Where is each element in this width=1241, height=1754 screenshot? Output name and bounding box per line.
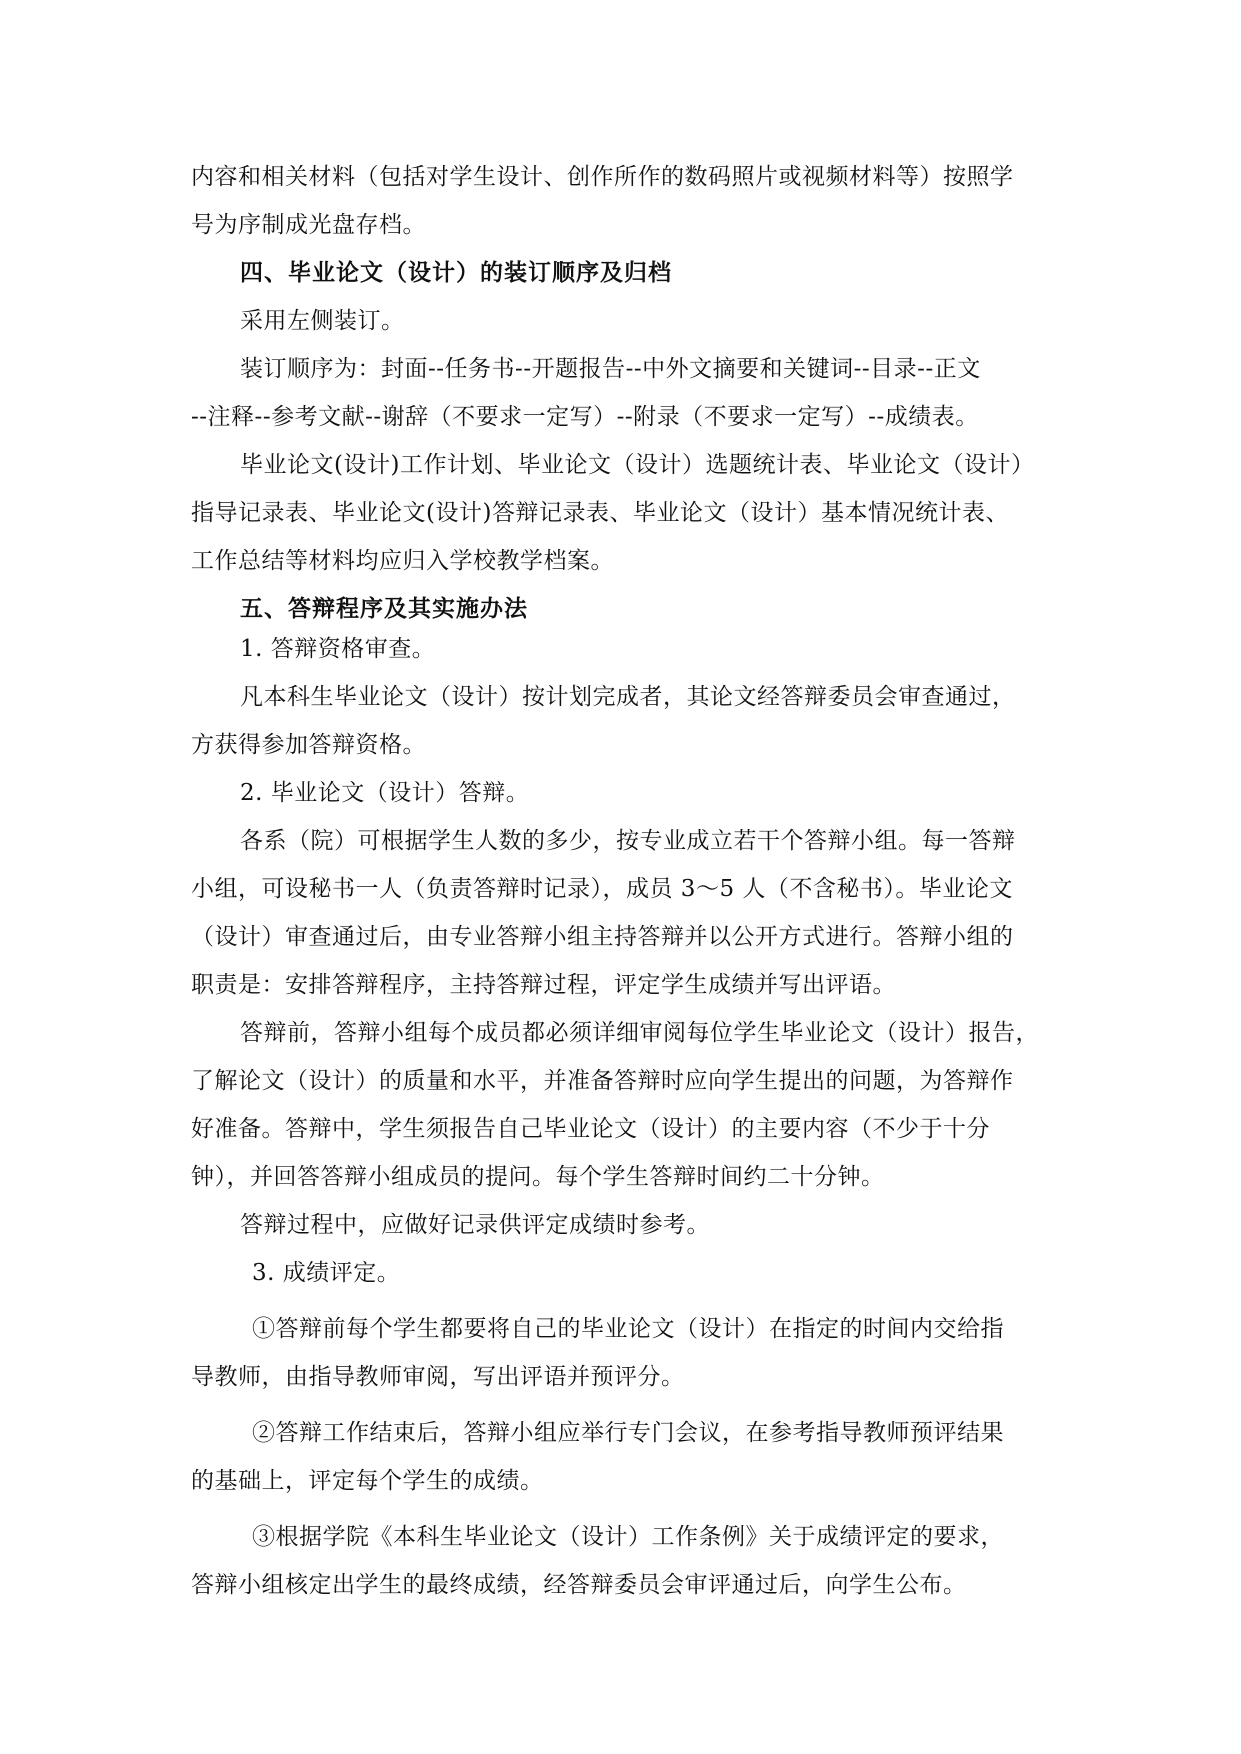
list-item-line: ②答辩工作结束后，答辩小组应举行专门会议，在参考指导教师预评结果	[252, 1420, 1004, 1446]
list-item-line: ①答辩前每个学生都要将自己的毕业论文（设计）在指定的时间内交给指	[252, 1316, 1004, 1342]
paragraph-line: 好准备。答辩中，学生须报告自己毕业论文（设计）的主要内容（不少于十分	[191, 1116, 990, 1142]
paragraph-line: --注释--参考文献--谢辞（不要求一定写）--附录（不要求一定写）--成绩表。	[191, 404, 979, 430]
subsection-heading: 3. 成绩评定。	[252, 1260, 401, 1286]
paragraph-line: 方获得参加答辩资格。	[191, 732, 426, 758]
list-item-line: 答辩小组核定出学生的最终成绩，经答辩委员会审评通过后，向学生公布。	[191, 1572, 967, 1598]
paragraph-line: 毕业论文(设计)工作计划、毕业论文（设计）选题统计表、毕业论文（设计）	[240, 452, 1035, 478]
paragraph-line: 答辩过程中，应做好记录供评定成绩时参考。	[240, 1212, 710, 1238]
paragraph-line: 采用左侧装订。	[240, 308, 405, 334]
paragraph-line: 内容和相关材料（包括对学生设计、创作所作的数码照片或视频材料等）按照学	[191, 164, 1014, 190]
paragraph-line: 各系（院）可根据学生人数的多少，按专业成立若干个答辩小组。每一答辩	[240, 828, 1016, 854]
list-item-line: 导教师，由指导教师审阅，写出评语并预评分。	[191, 1364, 685, 1390]
paragraph-line: 了解论文（设计）的质量和水平，并准备答辩时应向学生提出的问题，为答辩作	[191, 1068, 1014, 1094]
section-heading: 四、毕业论文（设计）的装订顺序及归档	[240, 259, 672, 286]
paragraph-line: 职责是：安排答辩程序，主持答辩过程，评定学生成绩并写出评语。	[191, 972, 896, 998]
subsection-heading: 2. 毕业论文（设计）答辩。	[240, 780, 530, 806]
paragraph-line: 号为序制成光盘存档。	[191, 212, 426, 238]
paragraph-line: 小组，可设秘书一人（负责答辩时记录），成员 3～5 人（不含秘书）。毕业论文	[191, 876, 1013, 902]
list-item-line: ③根据学院《本科生毕业论文（设计）工作条例》关于成绩评定的要求，	[252, 1524, 1004, 1550]
paragraph-line: 答辩前，答辩小组每个成员都必须详细审阅每位学生毕业论文（设计）报告，	[240, 1020, 1039, 1046]
list-item-line: 的基础上，评定每个学生的成绩。	[191, 1468, 544, 1494]
paragraph-line: 工作总结等材料均应归入学校教学档案。	[191, 548, 614, 574]
section-heading: 五、答辩程序及其实施办法	[240, 595, 528, 622]
paragraph-line: 钟），并回答答辩小组成员的提问。每个学生答辩时间约二十分钟。	[191, 1164, 885, 1190]
paragraph-line: 凡本科生毕业论文（设计）按计划完成者，其论文经答辩委员会审查通过，	[240, 684, 1016, 710]
paragraph-line: 装订顺序为：封面--任务书--开题报告--中外文摘要和关键词--目录--正文	[240, 356, 981, 382]
paragraph-line: （设计）审查通过后，由专业答辩小组主持答辩并以公开方式进行。答辩小组的	[191, 924, 1014, 950]
paragraph-line: 指导记录表、毕业论文(设计)答辩记录表、毕业论文（设计）基本情况统计表、	[191, 500, 1009, 526]
subsection-heading: 1. 答辩资格审查。	[240, 636, 436, 662]
